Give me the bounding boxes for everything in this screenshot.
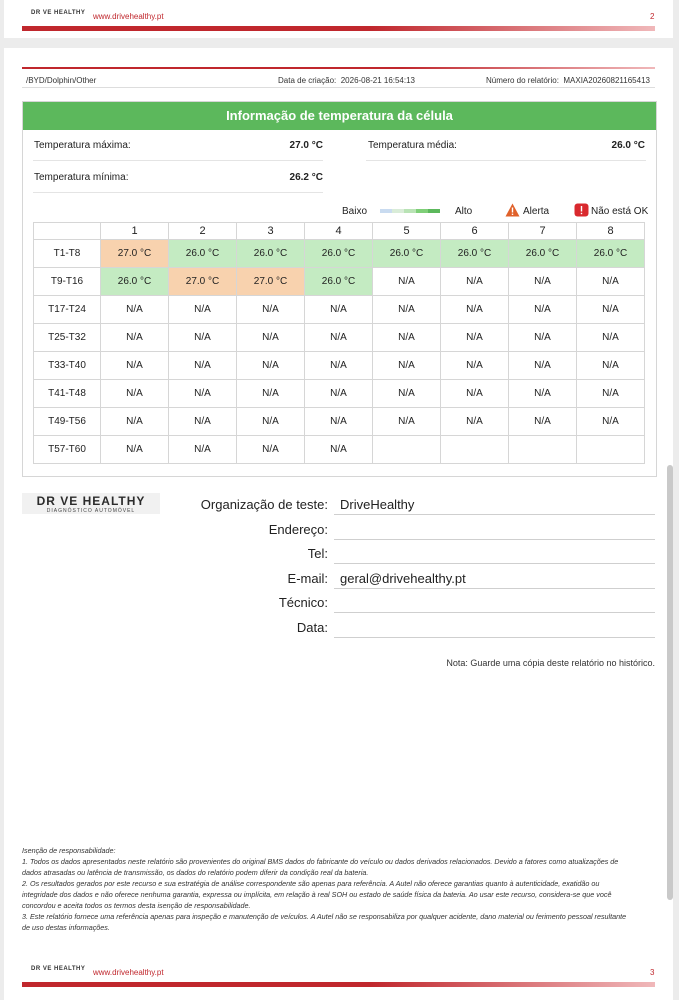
footer-logo: DR VE HEALTHY — [31, 10, 86, 16]
min-temp-value: 26.2 °C — [289, 172, 323, 183]
brand-logo — [22, 493, 160, 514]
temperature-cell: N/A — [237, 436, 305, 464]
temperature-cell: N/A — [509, 296, 577, 324]
report-number-label: Número do relatório: — [486, 76, 559, 85]
table-row — [34, 324, 645, 352]
temperature-cell: N/A — [509, 408, 577, 436]
column-header: 1 — [101, 223, 169, 240]
creation-date — [278, 76, 415, 85]
legend-swatch — [428, 209, 440, 213]
previous-page-footer — [4, 0, 673, 38]
max-temp-value: 27.0 °C — [289, 140, 323, 151]
form-label-address: Endereço: — [268, 522, 328, 537]
temperature-cell: N/A — [169, 296, 237, 324]
legend-swatch — [416, 209, 428, 213]
table-row — [34, 436, 645, 464]
temperature-cell: N/A — [441, 268, 509, 296]
table-row — [34, 240, 645, 268]
column-header: 6 — [441, 223, 509, 240]
disclaimer-title: Isenção de responsabilidade: — [22, 846, 116, 855]
table-row — [34, 380, 645, 408]
legend-not-ok-label: Não está OK — [591, 206, 649, 217]
row-label: T49-T56 — [34, 408, 101, 436]
legend-low-label: Baixo — [342, 206, 368, 217]
legend-high-label: Alto — [455, 206, 473, 217]
temperature-cell: N/A — [101, 352, 169, 380]
temperature-cell: 26.0 °C — [101, 268, 169, 296]
temperature-cell: N/A — [577, 296, 645, 324]
form-underline — [334, 514, 655, 515]
form-label-email: E-mail: — [287, 571, 328, 586]
temperature-cell: N/A — [169, 380, 237, 408]
temperature-cell: N/A — [509, 324, 577, 352]
temperature-cell: N/A — [577, 380, 645, 408]
creation-date-label: Data de criação: — [278, 76, 337, 85]
temperature-cell: N/A — [577, 352, 645, 380]
temperature-cell: N/A — [305, 352, 373, 380]
row-label: T33-T40 — [34, 352, 101, 380]
temperature-cell: N/A — [509, 380, 577, 408]
not-ok-icon — [574, 203, 589, 217]
temperature-cell: N/A — [441, 324, 509, 352]
footer-url[interactable]: www.drivehealthy.pt — [93, 12, 164, 21]
temperature-cell: 27.0 °C — [101, 240, 169, 268]
disclaimer-item: 2. Os resultados gerados por este recurso e sua estratégia de análise correspondente são apenas para referência. A Autel não oferece garantias quanto à autenticidade, exatidão ou integridade dos dados e não oferece nenhuma garantia, expressa ou implícita, em relação à real SOH ou estado de saúde física da bateria. Ao usar este recurso, considera-se que você concordou e aceita todos os termos desta isenção de responsabilidade. — [22, 879, 612, 910]
temperature-cell: N/A — [237, 352, 305, 380]
form-value-organization: DriveHealthy — [340, 497, 415, 512]
form-label-date: Data: — [296, 620, 328, 635]
avg-temp-value: 26.0 °C — [611, 140, 645, 151]
card-title: Informação de temperatura da célula — [23, 102, 656, 130]
temperature-cell: 27.0 °C — [169, 268, 237, 296]
temperature-cell: N/A — [101, 436, 169, 464]
temperature-cell: 26.0 °C — [305, 268, 373, 296]
temperature-cell: N/A — [373, 268, 441, 296]
table-header-row — [34, 223, 645, 240]
form-underline — [334, 539, 655, 540]
temperature-cell — [373, 436, 441, 464]
temperature-cell: N/A — [441, 380, 509, 408]
temperature-cell: 26.0 °C — [509, 240, 577, 268]
temperature-cell: N/A — [441, 408, 509, 436]
avg-temp-label: Temperatura média: — [368, 140, 457, 151]
temperature-cell: N/A — [577, 324, 645, 352]
cell-temperature-card — [22, 101, 657, 477]
history-note: Nota: Guarde uma cópia deste relatório no histórico. — [446, 658, 655, 668]
row-label: T25-T32 — [34, 324, 101, 352]
temperature-cell — [441, 436, 509, 464]
form-value-email[interactable]: geral@drivehealthy.pt — [340, 571, 466, 586]
temperature-cell: N/A — [373, 408, 441, 436]
row-label: T1-T8 — [34, 240, 101, 268]
form-label-organization: Organização de teste: — [200, 497, 328, 512]
brand-name: DR VE HEALTHY — [36, 494, 146, 508]
temperature-cell: N/A — [101, 408, 169, 436]
column-header: 8 — [577, 223, 645, 240]
temperature-cell: N/A — [169, 352, 237, 380]
alert-icon — [505, 203, 520, 217]
table-row — [34, 268, 645, 296]
footer-red-bar — [22, 982, 655, 987]
form-underline — [334, 637, 655, 638]
report-number-value: MAXIA20260821165413 — [563, 76, 650, 85]
temperature-cell: N/A — [169, 324, 237, 352]
temperature-cell — [577, 436, 645, 464]
table-row — [34, 408, 645, 436]
temperature-cell: 26.0 °C — [441, 240, 509, 268]
min-temp-label: Temperatura mínima: — [34, 172, 129, 183]
legend-color-scale — [380, 209, 440, 213]
form-underline — [334, 612, 655, 613]
form-underline — [334, 563, 655, 564]
temperature-cell: N/A — [101, 296, 169, 324]
row-label: T57-T60 — [34, 436, 101, 464]
column-header: 5 — [373, 223, 441, 240]
max-temp-label: Temperatura máxima: — [34, 140, 131, 151]
row-label: T41-T48 — [34, 380, 101, 408]
temperature-cell: N/A — [441, 296, 509, 324]
temperature-cell: N/A — [305, 296, 373, 324]
temperature-cell: N/A — [305, 324, 373, 352]
temperature-cell: 27.0 °C — [237, 268, 305, 296]
temperature-cell: N/A — [305, 408, 373, 436]
row-label: T17-T24 — [34, 296, 101, 324]
temperature-cell: N/A — [169, 408, 237, 436]
temperature-cell: N/A — [577, 408, 645, 436]
report-number — [486, 76, 650, 85]
header-divider — [22, 87, 655, 88]
stat-divider — [366, 160, 646, 161]
footer-red-bar — [22, 26, 655, 31]
stat-divider — [33, 192, 323, 193]
page-number: 3 — [650, 968, 655, 977]
table-corner-cell — [34, 223, 101, 240]
temperature-cell: 26.0 °C — [373, 240, 441, 268]
header-red-line — [22, 67, 655, 69]
temperature-cell: N/A — [509, 352, 577, 380]
temperature-cell: N/A — [169, 436, 237, 464]
temperature-cell: N/A — [373, 296, 441, 324]
temperature-cell: N/A — [237, 380, 305, 408]
form-label-phone: Tel: — [307, 546, 328, 561]
disclaimer — [22, 845, 632, 933]
temperature-cell: N/A — [509, 268, 577, 296]
temperature-cell: 26.0 °C — [169, 240, 237, 268]
disclaimer-item: 3. Este relatório fornece uma referência apenas para inspeção e manutenção de veículos. A Autel não se responsabiliza por qualquer acidente, dano material ou ferimento pessoal resultante de uso destas informações. — [22, 912, 627, 932]
column-header: 3 — [237, 223, 305, 240]
legend-swatch — [404, 209, 416, 213]
report-page — [4, 48, 673, 1000]
table-row — [34, 296, 645, 324]
form-underline — [334, 588, 655, 589]
column-header: 7 — [509, 223, 577, 240]
form-label-technician: Técnico: — [278, 595, 328, 610]
temperature-cell: N/A — [305, 380, 373, 408]
temperature-cell: N/A — [237, 408, 305, 436]
creation-date-value: 2026-08-21 16:54:13 — [340, 76, 416, 85]
temperature-cell: 26.0 °C — [305, 240, 373, 268]
footer-logo: DR VE HEALTHY — [31, 966, 86, 972]
legend-swatch — [392, 209, 404, 213]
footer-url[interactable]: www.drivehealthy.pt — [93, 968, 164, 977]
column-header: 2 — [169, 223, 237, 240]
table-row — [34, 352, 645, 380]
vehicle-path: /BYD/Dolphin/Other — [26, 76, 97, 85]
page-number: 2 — [650, 12, 655, 21]
temperature-cell: N/A — [101, 380, 169, 408]
row-label: T9-T16 — [34, 268, 101, 296]
stat-divider — [33, 160, 323, 161]
temperature-cell: N/A — [441, 352, 509, 380]
legend-swatch — [380, 209, 392, 213]
temperature-cell: 26.0 °C — [577, 240, 645, 268]
disclaimer-item: 1. Todos os dados apresentados neste relatório são provenientes do original BMS dados do fabricante do veículo ou dados derivados relacionados. Devido a fatores como atualizações de dados atrasadas ou latência de transmissão, os dados do relatório podem diferir da condição real da bateria. — [22, 857, 619, 877]
temperature-cell: N/A — [373, 324, 441, 352]
temperature-cell: N/A — [305, 436, 373, 464]
legend-alert-label: Alerta — [523, 206, 550, 217]
temperature-cell: N/A — [237, 324, 305, 352]
brand-subtitle: DIAGNÓSTICO AUTOMÓVEL — [46, 508, 136, 514]
cell-temperature-table — [33, 222, 645, 464]
temperature-cell: N/A — [577, 268, 645, 296]
table-body — [34, 240, 645, 464]
temperature-cell — [509, 436, 577, 464]
temperature-cell: N/A — [373, 380, 441, 408]
temperature-cell: N/A — [101, 324, 169, 352]
temperature-cell: N/A — [237, 296, 305, 324]
temperature-cell: 26.0 °C — [237, 240, 305, 268]
scrollbar-thumb[interactable] — [667, 465, 673, 900]
column-header: 4 — [305, 223, 373, 240]
temperature-cell: N/A — [373, 352, 441, 380]
